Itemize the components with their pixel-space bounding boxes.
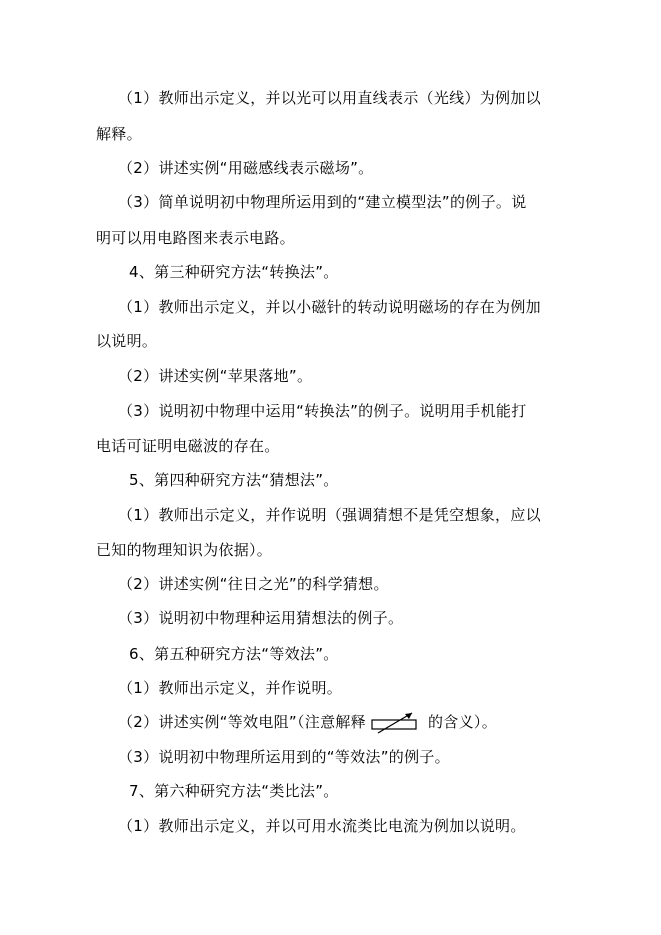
paragraph-line: （1）教师出示定义，并作说明。 — [118, 679, 343, 697]
paragraph-line: 已知的物理知识为依据）。 — [96, 541, 273, 559]
paragraph-text-after-figure: 的含义）。 — [428, 713, 498, 731]
paragraph-line: （3）说明初中物理种运用猜想法的例子。 — [118, 609, 404, 627]
section-heading: 7、第六种研究方法“类比法”。 — [129, 782, 339, 800]
paragraph-line-with-figure — [118, 712, 497, 733]
section-heading: 6、第五种研究方法“等效法”。 — [129, 645, 339, 663]
paragraph-line: （3）说明初中物理所运用到的“等效法”的例子。 — [118, 748, 450, 766]
paragraph-line: （2）讲述实例“往日之光”的科学猜想。 — [118, 575, 389, 593]
rheostat-symbol-icon — [368, 713, 426, 733]
paragraph-line: 电话可证明电磁波的存在。 — [96, 437, 280, 455]
paragraph-line: 解释。 — [96, 125, 142, 143]
paragraph-line: （3）说明初中物理中运用“转换法”的例子。说明用手机能打 — [118, 402, 527, 420]
paragraph-line: （2）讲述实例“用磁感线表示磁场”。 — [118, 159, 374, 177]
paragraph-text-before-figure: （2）讲述实例“等效电阻”（注意解释 — [118, 713, 366, 731]
paragraph-line: （2）讲述实例“苹果落地”。 — [118, 367, 313, 385]
section-heading: 5、第四种研究方法“猜想法”。 — [129, 471, 339, 489]
section-heading: 4、第三种研究方法“转换法”。 — [129, 263, 339, 281]
paragraph-line: 明可以用电路图来表示电路。 — [96, 229, 295, 247]
paragraph-line: （1）教师出示定义，并以小磁针的转动说明磁场的存在为例加 — [118, 298, 541, 316]
paragraph-line: 以说明。 — [96, 332, 158, 350]
paragraph-line: （1）教师出示定义，并以可用水流类比电流为例加以说明。 — [118, 817, 526, 835]
paragraph-line: （1）教师出示定义，并以光可以用直线表示（光线）为例加以 — [118, 89, 541, 107]
paragraph-line: （1）教师出示定义，并作说明（强调猜想不是凭空想象，应以 — [118, 506, 541, 524]
paragraph-line: （3）简单说明初中物理所运用到的“建立模型法”的例子。说 — [118, 193, 527, 211]
